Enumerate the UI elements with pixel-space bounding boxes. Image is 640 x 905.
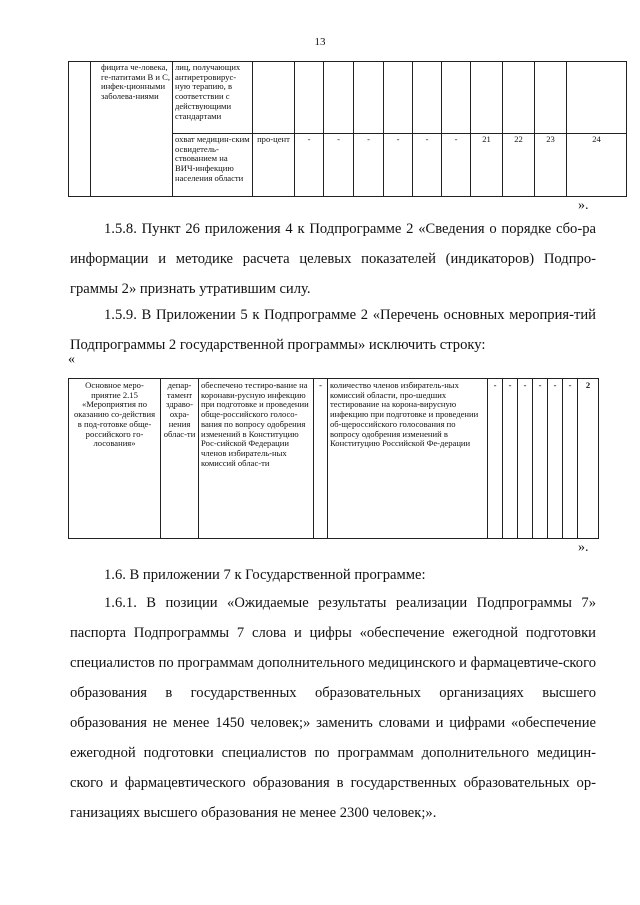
table-cell: обеспечено тестиро-вание на коронави-русную инфекцию при подготовке и проведении обще-российского голосо-вания по вопросу одобрения изменений в Конституцию Рос-сийской Федерации членов избиратель-ных комиссий облас-ти — [199, 379, 314, 539]
paragraph-1-5-9: 1.5.9. В Приложении 5 к Подпрограмме 2 «Перечень основных мероприя-тий Подпрограммы 2 государственной программы» исключить строку: — [70, 307, 596, 353]
table-cell — [535, 62, 567, 134]
table-cell — [503, 62, 535, 134]
table-row — [69, 379, 599, 539]
table-cell: - — [413, 134, 442, 197]
table-cell — [471, 62, 503, 134]
table-cell: - — [442, 134, 471, 197]
table-cell: - — [548, 379, 563, 539]
table-cell: 2 — [578, 379, 599, 539]
page-number: 13 — [314, 36, 326, 48]
table-row — [69, 62, 627, 134]
table-cell — [354, 62, 384, 134]
table-cell — [567, 62, 627, 134]
table-cell: - — [384, 134, 413, 197]
table-cell: - — [354, 134, 384, 197]
table-cell — [295, 62, 324, 134]
paragraph-1-5-8: 1.5.8. Пункт 26 приложения 4 к Подпрограмме 2 «Сведения о порядке сбо-ра информации и методике расчета целевых показателей (индикаторов) Подпро-граммы 2» признать утратившим силу. — [70, 221, 596, 297]
closing-quote: ». — [578, 198, 589, 213]
table-cell: про-цент — [253, 134, 295, 197]
table-cell: - — [295, 134, 324, 197]
table-cell: - — [324, 134, 354, 197]
table-cell — [69, 62, 91, 197]
paragraph-1-6-1: 1.6.1. В позиции «Ожидаемые результаты реализации Подпрограммы 7» паспорта Подпрограммы 7 слова и цифры «обеспечение ежегодной подготовки специалистов по программам дополнительного медицинского и фармацевтиче-ского образования в государственных образовательных организациях высшего образования не менее 1450 человек;» заменить словами и цифрами «обеспечение ежегодной подготовки специалистов по программам дополнительного медицин-ского и фармацевтического образования в государственных образовательных ор-ганизациях высшего образования не менее 2300 человек;». — [70, 595, 596, 821]
table-cell: 24 — [567, 134, 627, 197]
table-cell: - — [314, 379, 328, 539]
table-cell — [413, 62, 442, 134]
table-cell: фицита че-ловека, ге-патитами В и С, инфек-ционными заболева-ниями — [91, 62, 173, 197]
table-cell: 23 — [535, 134, 567, 197]
table-cell: - — [533, 379, 548, 539]
table-cell: количество членов избиратель-ных комиссий области, про-шедших тестирование на корона-вирусную инфекцию при подготовке и проведении об-щероссийского голосования по вопросу одобрения изменений в Конституцию Российской Фе-дерации — [328, 379, 488, 539]
indicators-table-fragment — [68, 61, 627, 197]
table-cell: 21 — [471, 134, 503, 197]
table-cell — [384, 62, 413, 134]
closing-quote: ». — [578, 540, 589, 555]
table-cell — [253, 62, 295, 134]
table-cell: - — [518, 379, 533, 539]
opening-quote: « — [68, 352, 75, 367]
table-cell: - — [503, 379, 518, 539]
table-cell: 22 — [503, 134, 535, 197]
table-cell: лиц, получающих антиретровирус-ную терапию, в соответствии с действующими стандартами — [173, 62, 253, 134]
paragraph-1-6: 1.6. В приложении 7 к Государственной программе: — [104, 567, 426, 583]
table-cell: - — [563, 379, 578, 539]
table-cell — [324, 62, 354, 134]
table-cell — [442, 62, 471, 134]
excluded-row-table — [68, 378, 599, 539]
table-cell: охват медицин-ским освидетель-ствованием на ВИЧ-инфекцию населения области — [173, 134, 253, 197]
table-cell: - — [488, 379, 503, 539]
table-cell: Основное меро-приятие 2.15 «Мероприятия по оказанию со-действия в под-готовке обще-российского го-лосования» — [69, 379, 161, 539]
table-cell: депар-тамент здраво-охра-нения облас-ти — [161, 379, 199, 539]
